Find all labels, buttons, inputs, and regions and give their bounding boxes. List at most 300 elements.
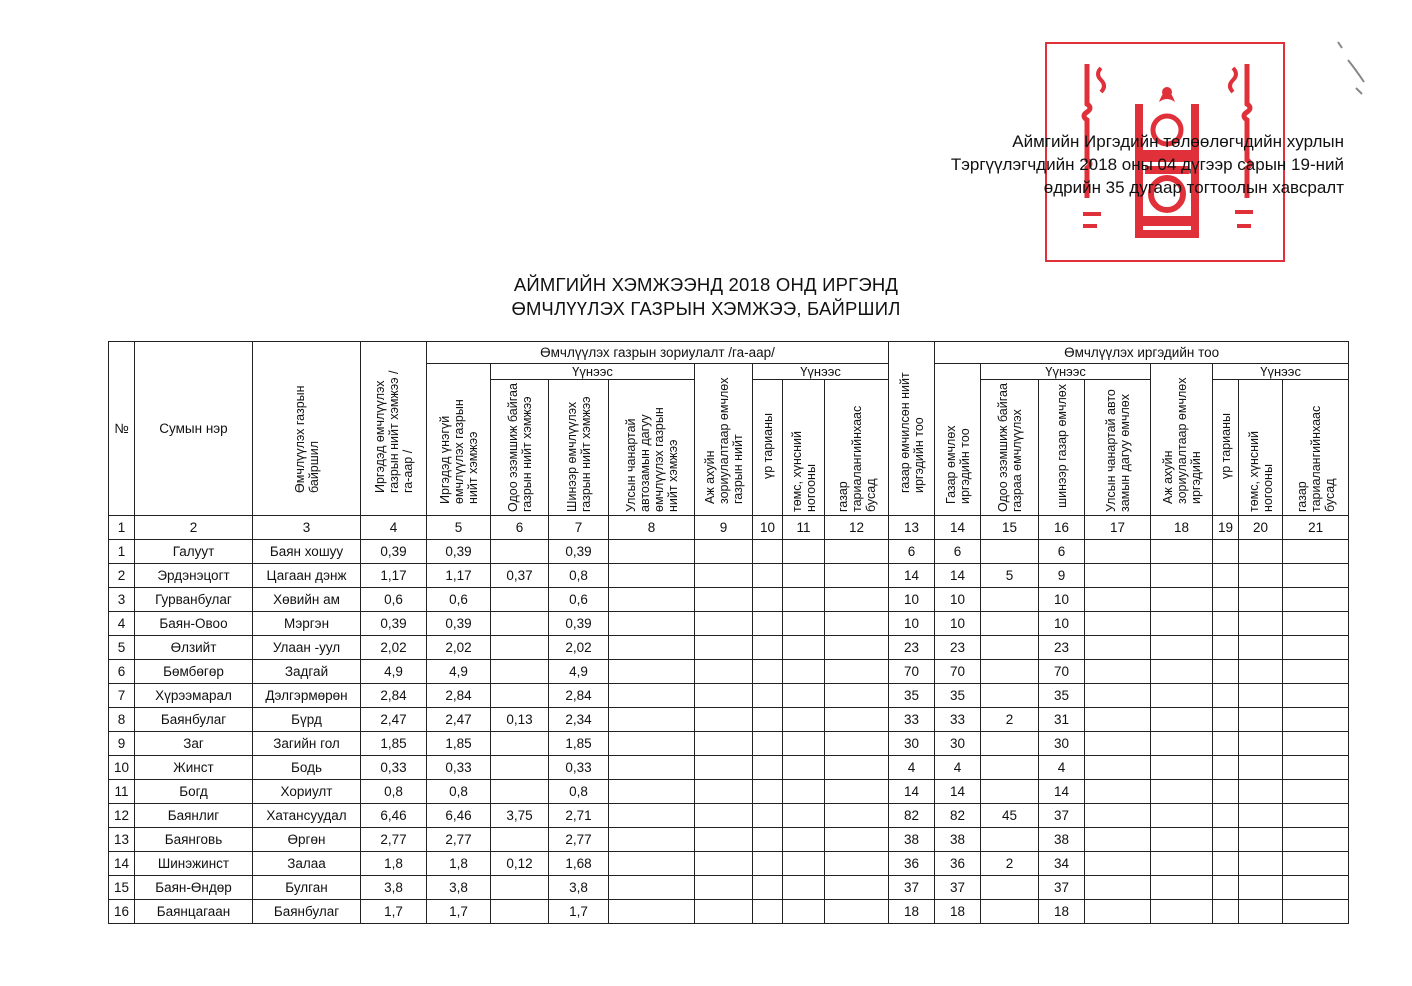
table-cell	[1151, 636, 1213, 660]
table-cell	[1151, 564, 1213, 588]
note-line-1: Аймгийн Иргэдийн төлөөлөгчдийн хурлын	[1012, 132, 1344, 151]
table-cell: 10	[935, 612, 981, 636]
table-cell: 0,39	[549, 612, 609, 636]
table-cell	[609, 636, 695, 660]
table-cell	[491, 780, 549, 804]
table-row	[109, 684, 1349, 708]
table-cell	[1283, 660, 1349, 684]
table-cell: 30	[1039, 732, 1085, 756]
column-number: 3	[253, 516, 361, 540]
table-cell: 3,8	[427, 876, 491, 900]
table-cell	[695, 756, 753, 780]
table-cell: 0,6	[427, 588, 491, 612]
table-cell	[1283, 564, 1349, 588]
table-cell: Гурванбулаг	[135, 588, 253, 612]
table-cell	[491, 588, 549, 612]
table-cell: 82	[889, 804, 935, 828]
column-number: 19	[1213, 516, 1239, 540]
table-cell: Цагаан дэнж	[253, 564, 361, 588]
table-cell	[981, 684, 1039, 708]
table-cell: 70	[889, 660, 935, 684]
table-cell	[981, 900, 1039, 924]
table-cell: 3	[109, 588, 135, 612]
table-cell	[1213, 612, 1239, 636]
table-cell: 6	[935, 540, 981, 564]
table-cell	[981, 828, 1039, 852]
table-cell: 10	[1039, 612, 1085, 636]
table-header	[109, 342, 1349, 516]
table-cell: Өлзийт	[135, 636, 253, 660]
table-cell: Загийн гол	[253, 732, 361, 756]
table-cell	[1283, 828, 1349, 852]
table-row	[109, 708, 1349, 732]
table-row	[109, 852, 1349, 876]
table-cell: 0,8	[549, 780, 609, 804]
header-total-size	[361, 342, 427, 516]
header-of-which-2: Үүнээс	[753, 364, 889, 380]
table-cell: 2,02	[361, 636, 427, 660]
table-cell	[753, 564, 783, 588]
header-potato-c-text: төмс, хүнсний ногооны	[1246, 431, 1275, 512]
table-cell: 0,8	[549, 564, 609, 588]
table-cell: 35	[1039, 684, 1085, 708]
table-cell	[1085, 588, 1151, 612]
table-cell: 18	[889, 900, 935, 924]
table-cell: 70	[935, 660, 981, 684]
table-row	[109, 732, 1349, 756]
column-number: 8	[609, 516, 695, 540]
table-cell	[825, 732, 889, 756]
table-cell	[825, 780, 889, 804]
table-cell: Өргөн	[253, 828, 361, 852]
table-cell	[1239, 900, 1283, 924]
table-cell	[981, 612, 1039, 636]
header-purpose-group: Өмчлүүлэх газрын зориулалт /га-аар/	[427, 342, 889, 364]
header-owning-current-text: Одоо эзэмшиж байгаа газраа өмчлүүлэх	[995, 383, 1024, 512]
table-cell	[1213, 708, 1239, 732]
table-cell	[695, 540, 753, 564]
table-cell: 30	[889, 732, 935, 756]
table-cell: 1,8	[427, 852, 491, 876]
column-number: 15	[981, 516, 1039, 540]
table-cell: Баянбулаг	[135, 708, 253, 732]
table-row	[109, 780, 1349, 804]
table-cell: 4,9	[549, 660, 609, 684]
table-cell	[753, 612, 783, 636]
header-of-which-1: Үүнээс	[491, 364, 695, 380]
table-cell: 82	[935, 804, 981, 828]
table-cell	[695, 708, 753, 732]
table-cell: 1,7	[427, 900, 491, 924]
table-cell: 2,02	[549, 636, 609, 660]
table-cell	[753, 780, 783, 804]
table-cell	[1283, 540, 1349, 564]
table-cell	[1085, 684, 1151, 708]
table-cell: 6,46	[361, 804, 427, 828]
table-cell	[1151, 876, 1213, 900]
table-cell	[491, 612, 549, 636]
table-cell: 2,34	[549, 708, 609, 732]
table-cell: 38	[1039, 828, 1085, 852]
table-cell	[1239, 660, 1283, 684]
table-cell: Дэлгэрмөрөн	[253, 684, 361, 708]
table-cell: 0,39	[427, 612, 491, 636]
table-row	[109, 636, 1349, 660]
table-cell: 0,39	[361, 612, 427, 636]
table-cell	[1085, 756, 1151, 780]
table-cell	[1283, 636, 1349, 660]
table-cell	[825, 636, 889, 660]
table-cell: 2,71	[549, 804, 609, 828]
header-other-agri	[825, 380, 889, 516]
table-cell	[783, 684, 825, 708]
table-cell	[1283, 804, 1349, 828]
column-number: 5	[427, 516, 491, 540]
header-currently-possessed-text: Одоо эзэмшиж байгаа газрын нийт хэмжээ	[505, 383, 534, 512]
table-cell: Хүрээмарал	[135, 684, 253, 708]
table-cell: 0,6	[361, 588, 427, 612]
table-cell	[1151, 612, 1213, 636]
header-purpose-total-text: Иргэдэд үнэгүй өмчлүүлэх газрын нийт хэмжээ	[437, 399, 480, 504]
table-cell: 35	[889, 684, 935, 708]
table-cell: 6	[889, 540, 935, 564]
table-cell	[1239, 612, 1283, 636]
column-number: 10	[753, 516, 783, 540]
table-cell	[1085, 780, 1151, 804]
table-cell: 9	[109, 732, 135, 756]
table-cell: 1,85	[549, 732, 609, 756]
table-cell	[695, 660, 753, 684]
table-cell: 0,33	[427, 756, 491, 780]
table-cell	[1151, 708, 1213, 732]
table-cell: Галуут	[135, 540, 253, 564]
header-total-size-text: Иргэдэд өмчлүүлэх газрын нийт хэмжээ /га-аар /	[372, 370, 415, 493]
table-cell: Баян-Өндөр	[135, 876, 253, 900]
table-cell: 10	[889, 612, 935, 636]
table-cell	[1151, 588, 1213, 612]
table-cell	[1213, 876, 1239, 900]
table-row	[109, 612, 1349, 636]
table-cell: 2,84	[549, 684, 609, 708]
table-cell: 0,13	[491, 708, 549, 732]
table-cell: Баянговь	[135, 828, 253, 852]
table-cell: 2,47	[361, 708, 427, 732]
table-cell	[783, 732, 825, 756]
table-cell	[825, 828, 889, 852]
table-cell	[783, 588, 825, 612]
table-cell	[695, 900, 753, 924]
title-line-1: АЙМГИЙН ХЭМЖЭЭНД 2018 ОНД ИРГЭНД	[513, 274, 899, 295]
table-cell	[1151, 900, 1213, 924]
table-cell	[695, 828, 753, 852]
table-cell: 4	[1039, 756, 1085, 780]
table-cell	[783, 612, 825, 636]
table-row	[109, 900, 1349, 924]
table-cell	[825, 876, 889, 900]
table-cell: 1,17	[361, 564, 427, 588]
table-cell: 14	[109, 852, 135, 876]
table-cell	[1239, 732, 1283, 756]
column-number: 17	[1085, 516, 1151, 540]
table-cell	[783, 828, 825, 852]
table-cell	[1151, 540, 1213, 564]
table-cell	[1283, 588, 1349, 612]
table-body	[109, 516, 1349, 924]
column-number-row	[109, 516, 1349, 540]
header-grain	[753, 380, 783, 516]
table-cell	[1239, 636, 1283, 660]
table-cell	[825, 852, 889, 876]
table-cell: Бүрд	[253, 708, 361, 732]
table-cell	[695, 780, 753, 804]
table-cell	[1085, 828, 1151, 852]
column-number: 1	[109, 516, 135, 540]
table-cell: Шинэжинст	[135, 852, 253, 876]
column-number: 7	[549, 516, 609, 540]
column-number: 9	[695, 516, 753, 540]
header-purpose-total	[427, 364, 491, 516]
table-cell	[695, 564, 753, 588]
table-cell	[981, 780, 1039, 804]
table-cell	[1213, 756, 1239, 780]
table-cell: Жинст	[135, 756, 253, 780]
table-cell	[825, 684, 889, 708]
table-cell	[1213, 900, 1239, 924]
table-cell	[753, 708, 783, 732]
table-cell	[609, 660, 695, 684]
table-cell: 38	[935, 828, 981, 852]
header-land-owners-text: Газар өмчлөх иргэдийн тоо	[943, 425, 972, 504]
table-cell	[609, 852, 695, 876]
table-cell: 30	[935, 732, 981, 756]
table-cell	[491, 540, 549, 564]
table-cell	[1283, 852, 1349, 876]
table-cell: Заг	[135, 732, 253, 756]
table-cell	[753, 660, 783, 684]
table-cell	[1239, 540, 1283, 564]
table-cell	[825, 612, 889, 636]
header-potato-text: төмс, хүнсний ногооны	[789, 431, 818, 512]
header-other-agri-c	[1283, 380, 1349, 516]
note-line-3: өдрийн 35 дугаар тогтоолын хавсралт	[1043, 178, 1344, 197]
table-cell	[1151, 756, 1213, 780]
header-land-owners	[935, 364, 981, 516]
table-cell: 4	[889, 756, 935, 780]
header-citizens-group: Өмчлүүлэх иргэдийн тоо	[935, 342, 1349, 364]
table-cell	[753, 900, 783, 924]
table-cell	[783, 636, 825, 660]
table-cell	[825, 756, 889, 780]
table-cell	[491, 684, 549, 708]
table-cell	[609, 756, 695, 780]
table-row	[109, 564, 1349, 588]
table-cell: 0,12	[491, 852, 549, 876]
header-road-side	[609, 380, 695, 516]
table-cell: 10	[1039, 588, 1085, 612]
table-cell	[981, 876, 1039, 900]
table-cell	[609, 876, 695, 900]
table-cell: 0,8	[427, 780, 491, 804]
table-row	[109, 804, 1349, 828]
table-cell	[695, 852, 753, 876]
table-cell	[609, 828, 695, 852]
table-cell: 36	[889, 852, 935, 876]
table-cell	[1085, 876, 1151, 900]
table-cell	[1213, 732, 1239, 756]
table-cell: Хөвийн ам	[253, 588, 361, 612]
table-cell: 1,7	[361, 900, 427, 924]
table-row	[109, 876, 1349, 900]
table-cell	[695, 732, 753, 756]
header-business-total	[695, 364, 753, 516]
table-cell: 0,37	[491, 564, 549, 588]
header-new-size	[549, 380, 609, 516]
table-cell	[783, 564, 825, 588]
table-cell: 13	[109, 828, 135, 852]
table-cell	[491, 876, 549, 900]
table-cell	[1239, 852, 1283, 876]
table-cell: 18	[935, 900, 981, 924]
table-cell: Хориулт	[253, 780, 361, 804]
table-cell: Бөмбөгөр	[135, 660, 253, 684]
table-cell: 18	[1039, 900, 1085, 924]
table-cell	[1213, 660, 1239, 684]
table-cell: 4,9	[427, 660, 491, 684]
table-cell	[1283, 780, 1349, 804]
table-cell: 3,8	[549, 876, 609, 900]
table-cell: 1,7	[549, 900, 609, 924]
table-cell	[1239, 828, 1283, 852]
column-number: 4	[361, 516, 427, 540]
table-cell	[1283, 708, 1349, 732]
table-cell	[1151, 780, 1213, 804]
header-soum: Сумын нэр	[135, 342, 253, 516]
table-cell: Задгай	[253, 660, 361, 684]
table-cell	[695, 612, 753, 636]
header-business-total-text: Аж ахуйн зориулалтаар өмчлөх газрын нийт	[702, 377, 745, 504]
table-cell: 0,8	[361, 780, 427, 804]
column-number: 12	[825, 516, 889, 540]
table-cell: 10	[935, 588, 981, 612]
table-cell: 4,9	[361, 660, 427, 684]
note-line-2: Тэргүүлэгчдийн 2018 оны 04 дүгээр сарын 19-ний	[950, 155, 1344, 174]
table-cell: 34	[1039, 852, 1085, 876]
column-number: 16	[1039, 516, 1085, 540]
table-cell	[1085, 636, 1151, 660]
table-cell: 5	[981, 564, 1039, 588]
table-cell	[1213, 540, 1239, 564]
table-cell	[753, 588, 783, 612]
table-cell: Баянбулаг	[253, 900, 361, 924]
table-cell	[1151, 660, 1213, 684]
table-cell	[609, 588, 695, 612]
header-road-side-text: Улсын чанартай автозамын дагуу өмчлүүлэх газрын нийт хэмжээ	[623, 407, 680, 512]
table-cell	[1085, 660, 1151, 684]
header-grain-c-text: үр тарианы	[1218, 413, 1233, 479]
table-cell	[1239, 684, 1283, 708]
table-cell: 1,85	[361, 732, 427, 756]
table-cell: 2,84	[361, 684, 427, 708]
table-cell	[1283, 612, 1349, 636]
table-cell: Богд	[135, 780, 253, 804]
column-number: 2	[135, 516, 253, 540]
table-cell	[1085, 540, 1151, 564]
table-cell: 0,33	[361, 756, 427, 780]
header-road-side-citizens	[1085, 380, 1151, 516]
table-cell: Эрдэнэцогт	[135, 564, 253, 588]
table-cell: Баянлиг	[135, 804, 253, 828]
table-cell: 14	[935, 564, 981, 588]
table-cell: 2	[109, 564, 135, 588]
table-cell	[1213, 564, 1239, 588]
table-cell	[1283, 756, 1349, 780]
header-location	[253, 342, 361, 516]
table-cell: 2,77	[549, 828, 609, 852]
table-cell	[491, 636, 549, 660]
table-cell	[1213, 780, 1239, 804]
table-cell	[981, 732, 1039, 756]
table-cell: 14	[889, 780, 935, 804]
table-cell	[753, 828, 783, 852]
table-cell: 38	[889, 828, 935, 852]
table-cell	[1151, 828, 1213, 852]
table-cell: 14	[1039, 780, 1085, 804]
header-location-text: Өмчлүүлэх газрын байршил	[292, 385, 321, 493]
table-cell: Бодь	[253, 756, 361, 780]
table-cell	[981, 588, 1039, 612]
title-line-2: ӨМЧЛҮҮЛЭХ ГАЗРЫН ХЭМЖЭЭ, БАЙРШИЛ	[511, 298, 901, 319]
resolution-annex-note	[951, 130, 1344, 199]
table-cell	[753, 756, 783, 780]
table-cell	[1239, 804, 1283, 828]
table-cell	[753, 684, 783, 708]
table-cell	[1151, 684, 1213, 708]
table-cell: Баян хошуу	[253, 540, 361, 564]
table-cell	[695, 876, 753, 900]
table-cell: 31	[1039, 708, 1085, 732]
table-cell	[609, 780, 695, 804]
table-cell	[783, 756, 825, 780]
table-row	[109, 828, 1349, 852]
table-cell	[825, 804, 889, 828]
table-cell	[1283, 732, 1349, 756]
column-number: 21	[1283, 516, 1349, 540]
table-cell: 10	[889, 588, 935, 612]
table-cell	[609, 804, 695, 828]
table-cell: 37	[889, 876, 935, 900]
table-cell: Хатансуудал	[253, 804, 361, 828]
table-cell	[825, 900, 889, 924]
table-cell	[609, 684, 695, 708]
table-cell: 1,68	[549, 852, 609, 876]
table-cell	[1085, 564, 1151, 588]
table-cell	[491, 732, 549, 756]
table-cell: 1,85	[427, 732, 491, 756]
table-cell: 33	[935, 708, 981, 732]
table-cell	[981, 636, 1039, 660]
table-row	[109, 588, 1349, 612]
table-cell	[1239, 780, 1283, 804]
table-cell	[695, 588, 753, 612]
header-potato	[783, 380, 825, 516]
table-cell	[1151, 852, 1213, 876]
table-cell	[1239, 588, 1283, 612]
table-cell	[783, 708, 825, 732]
table-cell	[1213, 684, 1239, 708]
table-cell: 15	[109, 876, 135, 900]
table-cell: 2	[981, 852, 1039, 876]
header-currently-possessed	[491, 380, 549, 516]
